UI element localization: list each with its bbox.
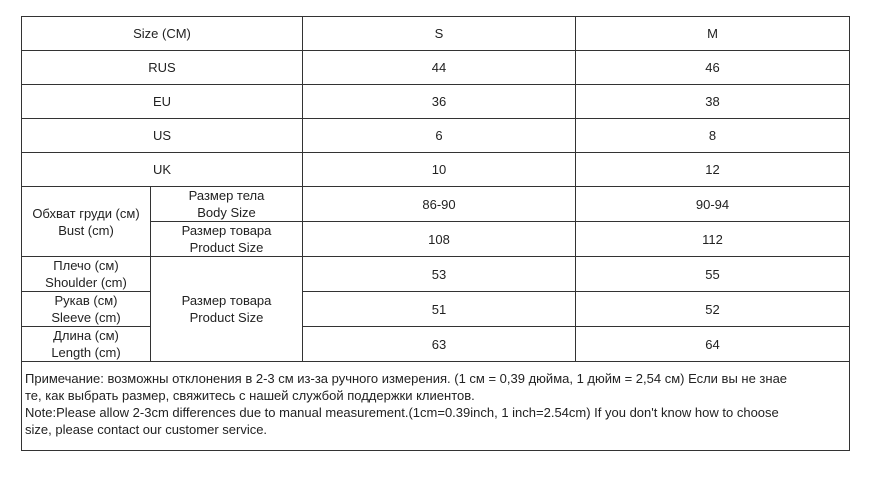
product-size-merged-en: Product Size: [189, 310, 264, 325]
bust-label: [22, 187, 151, 257]
table-row-length: [22, 327, 850, 362]
note-line: size, please contact our customer service.: [25, 422, 268, 437]
body-size-label: [151, 187, 303, 222]
cell-value: 10: [303, 153, 576, 187]
cell-value: 12: [576, 153, 850, 187]
note-row: [22, 362, 850, 451]
cell-value: 86-90: [303, 187, 576, 222]
table-row-sleeve: [22, 292, 850, 327]
length-label: [22, 327, 151, 362]
body-size-label-en: Body Size: [197, 205, 256, 220]
cell-value: 52: [576, 292, 850, 327]
row-label: RUS: [22, 51, 303, 85]
note-line: те, как выбрать размер, свяжитесь с нашей службой поддержки клиентов.: [25, 388, 475, 403]
body-size-label-ru: Размер тела: [188, 188, 265, 203]
note-line: Note:Please allow 2-3cm differences due to manual measurement.(1cm=0.39inch, 1 inch=2.54cm) If you don't know how to choose: [25, 405, 779, 420]
table-row-uk: [22, 153, 850, 187]
note-cell: [22, 362, 850, 451]
product-size-label-en: Product Size: [189, 240, 264, 255]
row-label: US: [22, 119, 303, 153]
row-label: EU: [22, 85, 303, 119]
cell-value: 51: [303, 292, 576, 327]
sleeve-label-ru: Рукав (см): [54, 293, 118, 308]
header-size-label: Size (CM): [22, 17, 303, 51]
cell-value: 55: [576, 257, 850, 292]
cell-value: 90-94: [576, 187, 850, 222]
table-row-rus: [22, 51, 850, 85]
shoulder-label: [22, 257, 151, 292]
length-label-ru: Длина (см): [53, 328, 119, 343]
cell-value: 6: [303, 119, 576, 153]
sleeve-label-en: Sleeve (cm): [51, 310, 121, 325]
cell-value: 8: [576, 119, 850, 153]
shoulder-label-ru: Плечо (см): [53, 258, 119, 273]
header-size-m: M: [576, 17, 850, 51]
product-size-merged-label: [151, 257, 303, 362]
product-size-merged-ru: Размер товара: [181, 293, 272, 308]
shoulder-label-en: Shoulder (cm): [45, 275, 127, 290]
product-size-label: [151, 222, 303, 257]
bust-label-ru: Обхват груди (см): [32, 205, 140, 221]
cell-value: 112: [576, 222, 850, 257]
product-size-label-ru: Размер товара: [181, 223, 272, 238]
row-label: UK: [22, 153, 303, 187]
size-chart-table: [21, 16, 850, 451]
cell-value: 64: [576, 327, 850, 362]
header-row: [22, 17, 850, 51]
table-row-us: [22, 119, 850, 153]
cell-value: 38: [576, 85, 850, 119]
header-size-s: S: [303, 17, 576, 51]
table-row-shoulder: [22, 257, 850, 292]
length-label-en: Length (cm): [51, 345, 121, 360]
cell-value: 44: [303, 51, 576, 85]
cell-value: 46: [576, 51, 850, 85]
note-line: Примечание: возможны отклонения в 2-3 см из-за ручного измерения. (1 см = 0,39 дюйма, 1 дюйм = 2,54 см) Если вы не знае: [25, 371, 788, 386]
sleeve-label: [22, 292, 151, 327]
cell-value: 36: [303, 85, 576, 119]
cell-value: 108: [303, 222, 576, 257]
cell-value: 53: [303, 257, 576, 292]
bust-label-en: Bust (cm): [58, 222, 114, 238]
table-row-eu: [22, 85, 850, 119]
table-row-bust-body: [22, 187, 850, 222]
cell-value: 63: [303, 327, 576, 362]
